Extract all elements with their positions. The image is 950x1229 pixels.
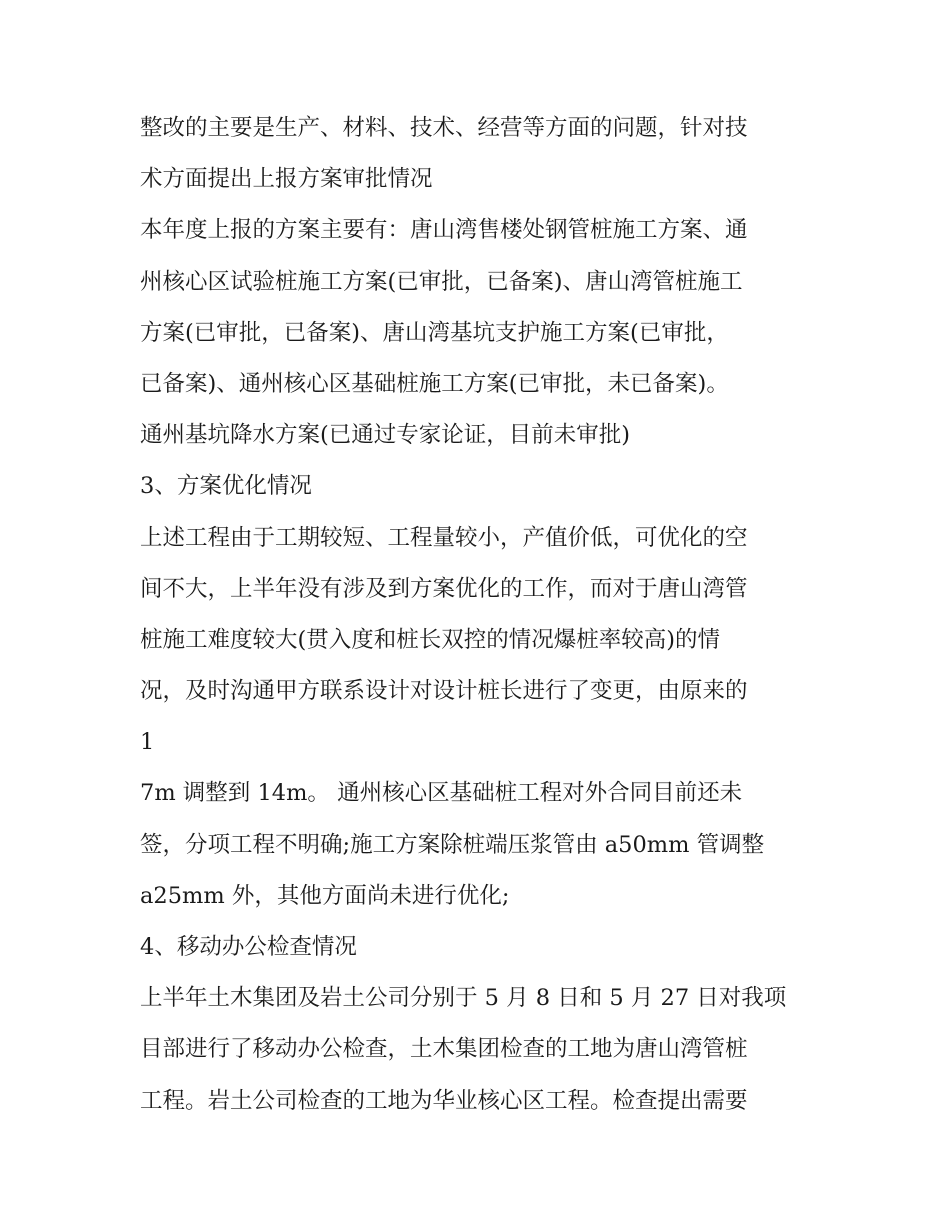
text-line: 况，及时沟通甲方联系设计对设计桩长进行了变更，由原来的 [140, 678, 748, 705]
text-line: 桩施工难度较大(贯入度和桩长双控的情况爆桩率较高)的情 [140, 626, 721, 653]
section-heading: 3、方案优化情况 [140, 473, 312, 500]
text-line: 签，分项工程不明确;施工方案除桩端压浆管由 a50mm 管调整 [140, 831, 765, 858]
text-line: a25mm 外，其他方面尚未进行优化; [140, 882, 510, 909]
section-heading: 4、移动办公检查情况 [140, 934, 357, 960]
text-line: 7m 调整到 14m。 通州核心区基础桩工程对外合同目前还未 [140, 780, 743, 807]
text-line: 本年度上报的方案主要有：唐山湾售楼处钢管桩施工方案、通 [140, 217, 748, 244]
text-line: 上述工程由于工期较短、工程量较小，产值价低，可优化的空 [140, 524, 748, 551]
text-line: 1 [140, 729, 155, 756]
text-line: 州核心区试验桩施工方案(已审批，已备案)、唐山湾管桩施工 [140, 268, 743, 295]
document-body [140, 103, 820, 1127]
text-line: 整改的主要是生产、材料、技术、经营等方面的问题，针对技 [140, 115, 748, 141]
text-line: 术方面提出上报方案审批情况 [140, 166, 433, 193]
text-line: 目部进行了移动办公检查，土木集团检查的工地为唐山湾管桩 [140, 1036, 748, 1063]
text-line: 通州基坑降水方案(已通过专家论证，目前未审批) [140, 422, 631, 449]
text-line: 间不大，上半年没有涉及到方案优化的工作，而对于唐山湾管 [140, 575, 748, 602]
text-line: 方案(已审批，已备案)、唐山湾基坑支护施工方案(已审批， [140, 319, 729, 346]
text-line: 上半年土木集团及岩土公司分别于 5 月 8 日和 5 月 27 日对我项 [140, 985, 787, 1012]
text-line: 工程。岩土公司检查的工地为华业核心区工程。检查提出需要 [140, 1087, 748, 1114]
text-line: 已备案)、通州核心区基础桩施工方案(已审批，未已备案)。 [140, 370, 729, 397]
